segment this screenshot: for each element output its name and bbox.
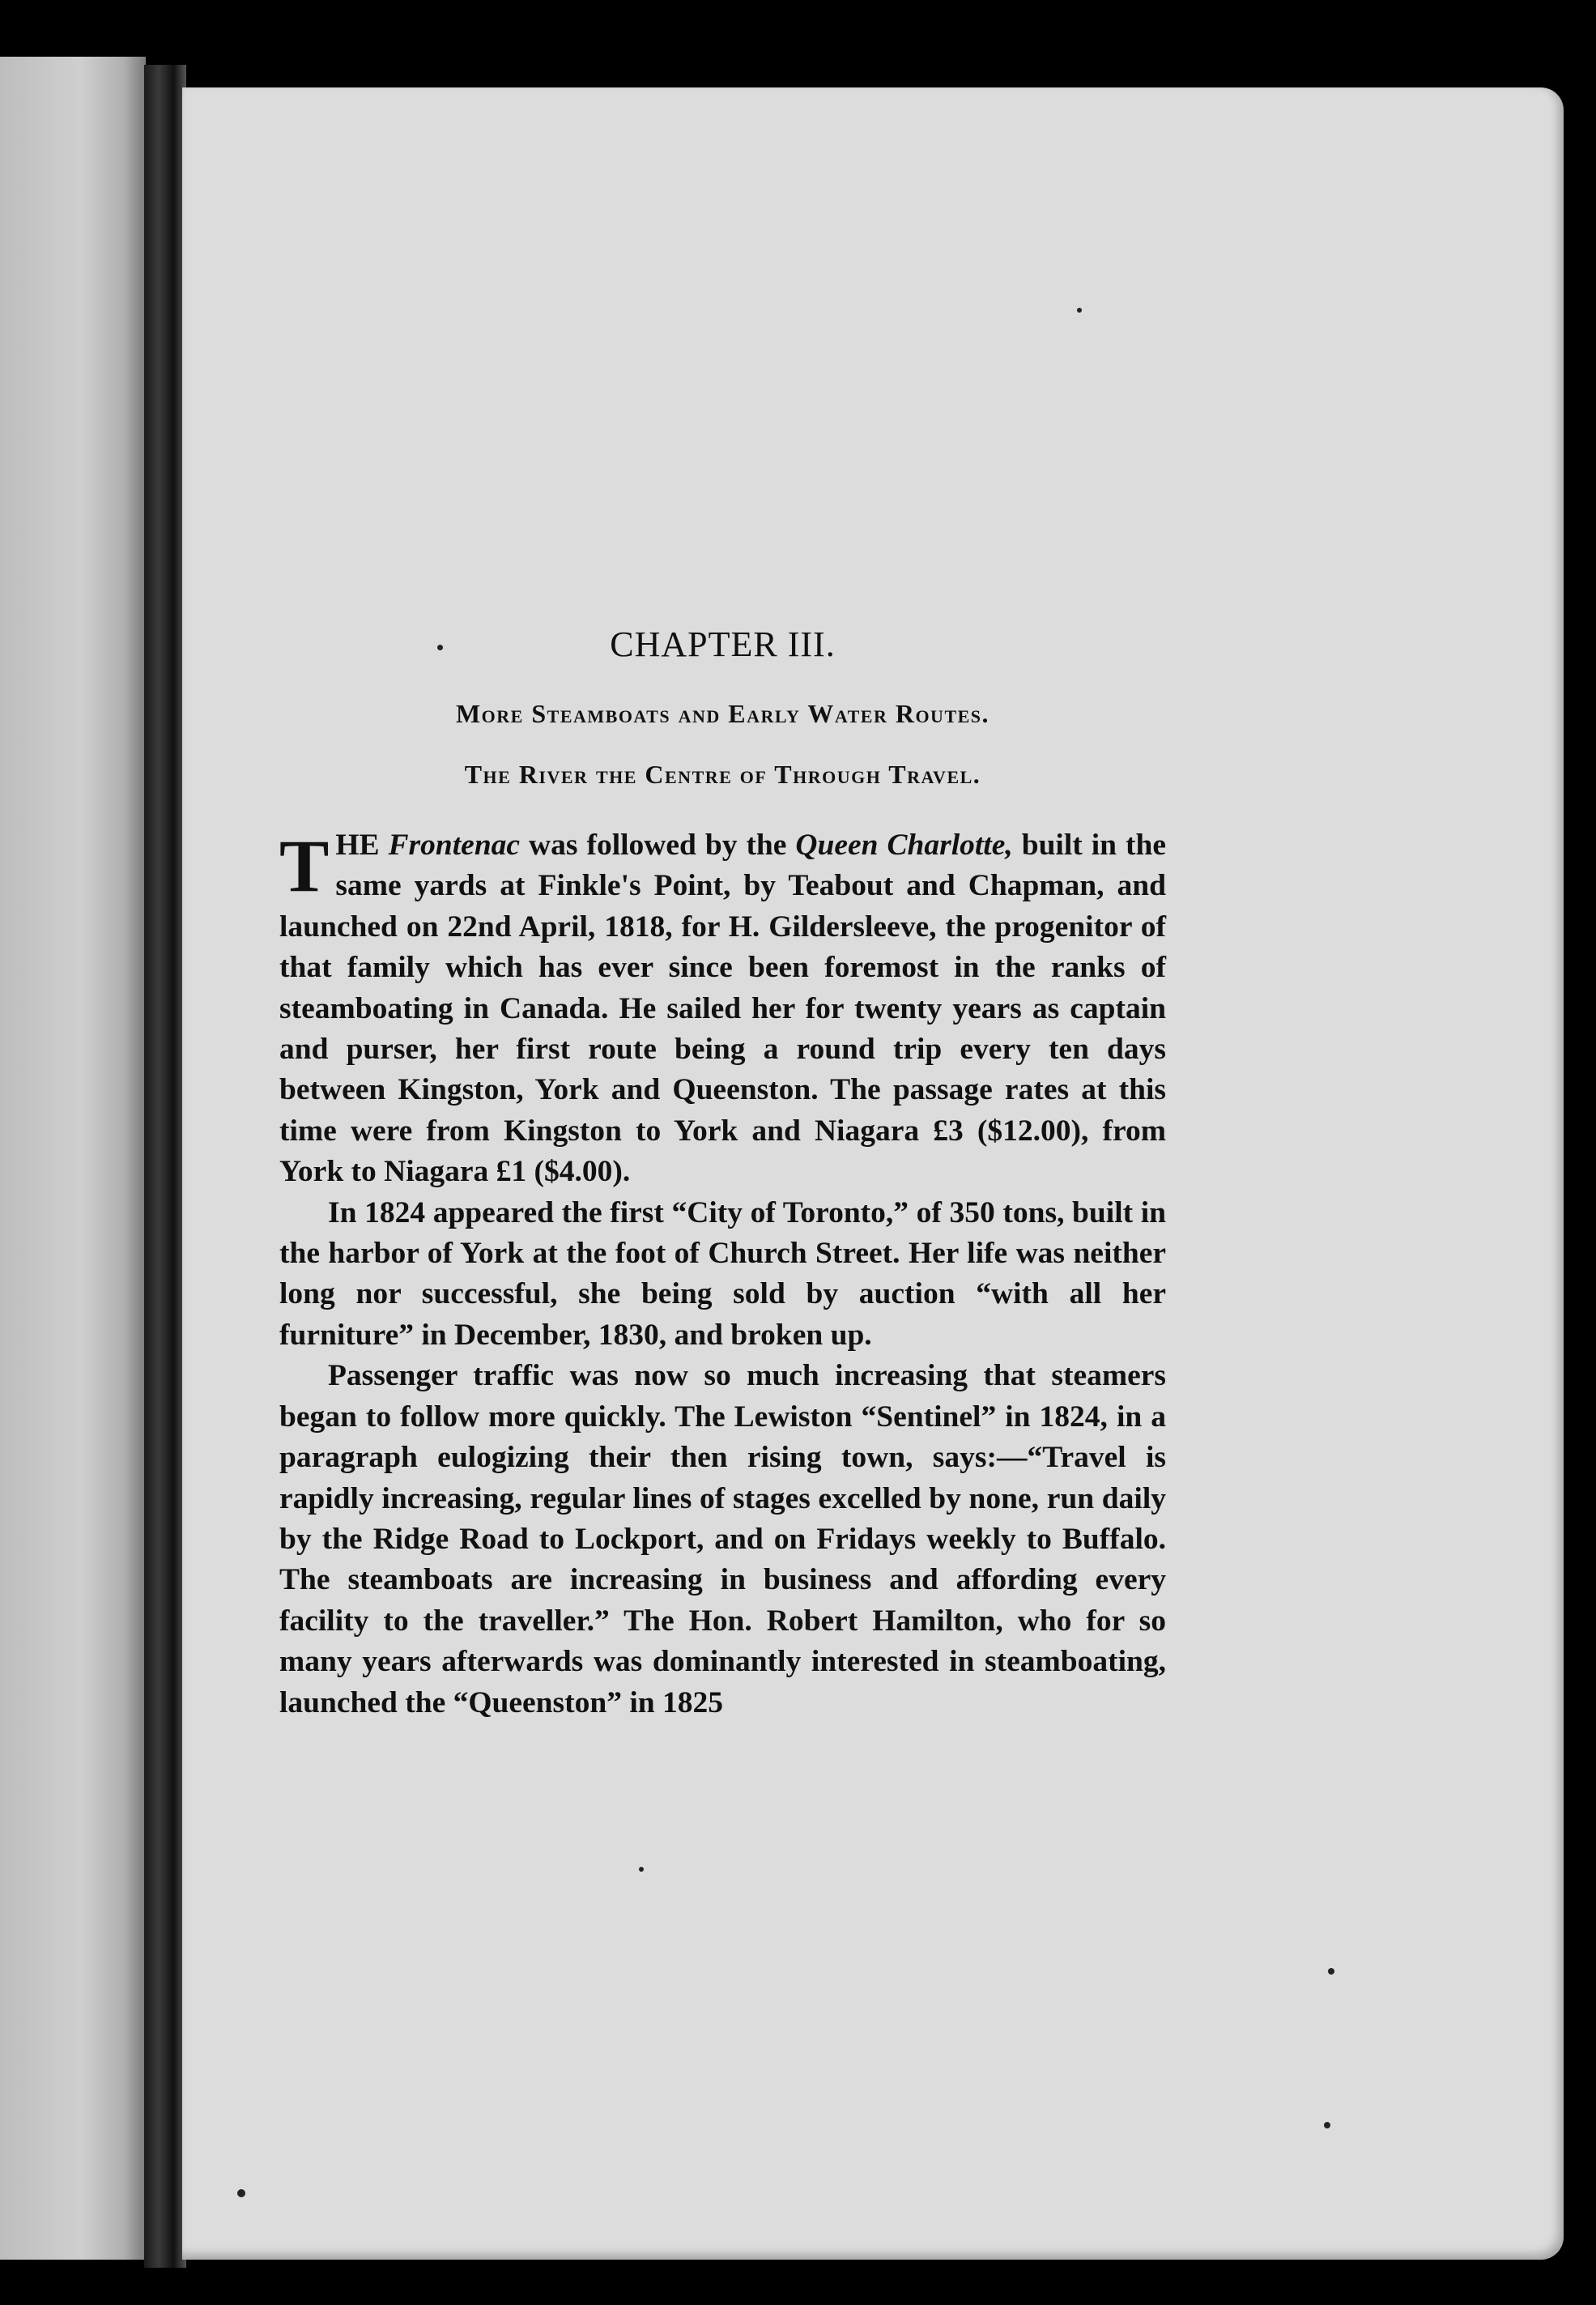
facing-page-edge [0,57,146,2260]
scan-speck [639,1867,644,1872]
page-text [279,624,1166,1723]
chapter-title: CHAPTER III. [610,624,836,664]
paragraph-1 [279,825,1166,1193]
ship-name-queen-charlotte: Queen Charlotte, [795,829,1013,862]
chapter-subtitle-1: More Steamboats and Early Water Routes. [455,699,990,728]
paragraph-1-text-a: HE [335,829,389,862]
drop-cap: T [279,824,330,907]
chapter-subtitle-2: The River the Centre of Through Travel. [464,760,981,789]
scan-speck [237,2189,245,2197]
paragraph-1-text-c: built in the same yards at Finkle's Point, by Teabout and Chapman, and launched on 22nd April, 1818, for H. Gildersleeve, the progenitor of that family which has ever since been foremost in the ranks of steamboating in Canada. He sailed her for twenty years as captain and purser, her first route being a round trip every ten days between Kingston, York and Queenston. The passage rates at this time were from Kingston to York and Niagara £3 ($12.00), from York to Niagara £1 ($4.00). [279,829,1166,1189]
paragraph-3: Passenger traffic was now so much increasing that steamers began to follow more quickly. The Lewiston “Sentinel” in 1824, in a paragraph eulogizing their then rising town, says:—“Travel is rapidly increasing, regular lines of stages excelled by none, run daily by the Ridge Road to Lockport, and on Fridays weekly to Buffalo. The steamboats are increasing in business and affording every facility to the traveller.” The Hon. Robert Hamilton, who for so many years afterwards was dominantly interested in steamboating, launched the “Queenston” in 1825 [279,1359,1166,1719]
scan-speck [1324,2122,1330,2128]
book-gutter [144,65,186,2268]
scan-speck [1328,1968,1334,1975]
paragraph-2: In 1824 appeared the first “City of Toronto,” of 350 tons, built in the harbor of York at the foot of Church Street. Her life was neither long nor successful, she being sold by auction “with all her furniture” in December, 1830, and broken up. [279,1195,1166,1352]
paragraph-1-text-b: was followed by the [520,829,796,862]
ship-name-frontenac: Frontenac [388,829,521,862]
scan-speck [1077,308,1082,313]
